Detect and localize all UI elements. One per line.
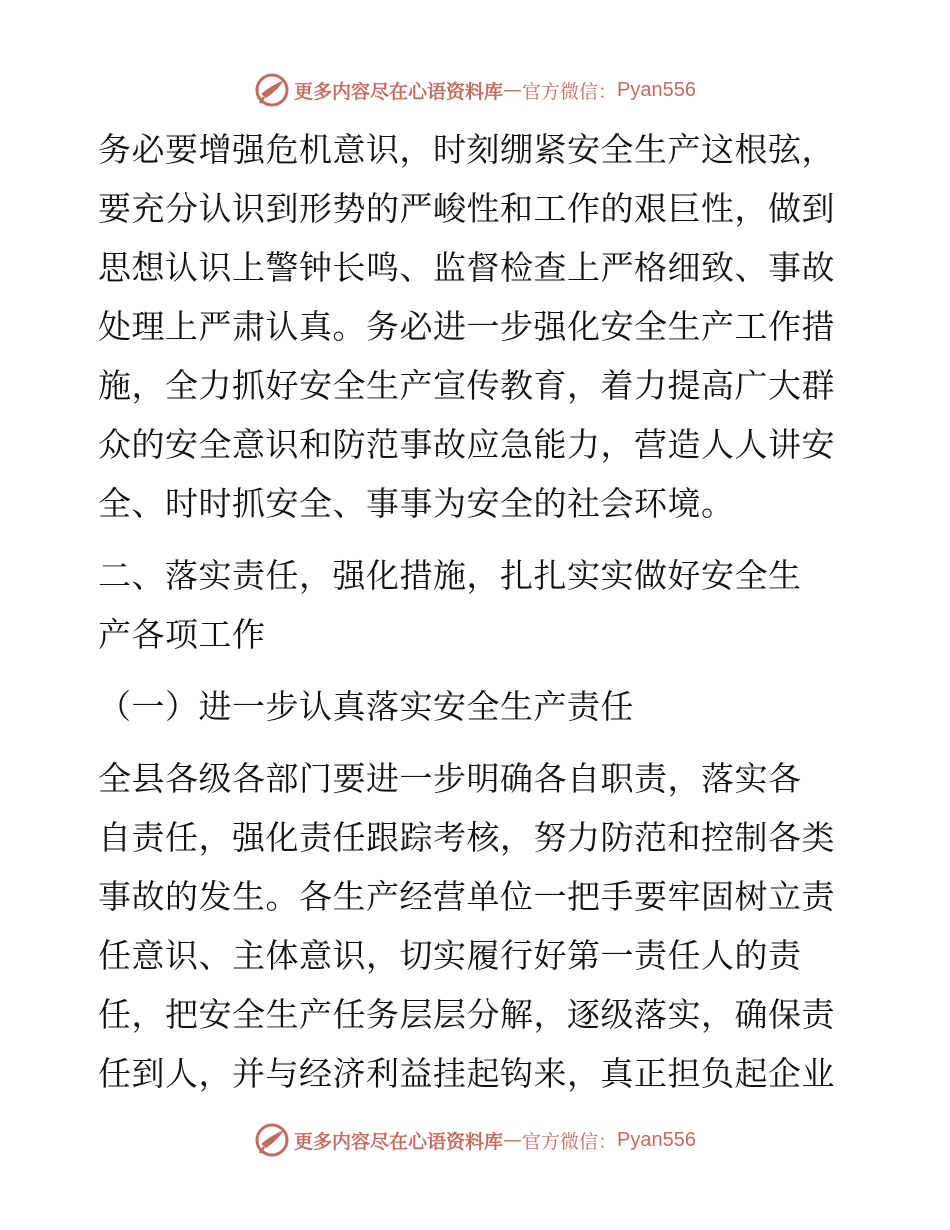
heading-line: 二、落实责任，强化措施，扎扎实实做好安全生: [98, 556, 802, 595]
text-line: 要充分认识到形势的严峻性和工作的艰巨性，做到: [98, 189, 835, 228]
pen-logo-icon: [254, 1122, 290, 1158]
subsection-heading-1: [98, 677, 858, 736]
watermark-official-label: 官方微信：: [522, 80, 618, 103]
paragraph-1: [98, 120, 858, 533]
text-line: 众的安全意识和防范事故应急能力，营造人人讲安: [98, 425, 835, 464]
header-watermark: [0, 70, 950, 110]
document-body: [98, 120, 858, 1103]
footer-watermark: [0, 1120, 950, 1160]
watermark-wechat-id: Pyan556: [617, 78, 696, 101]
text-line: 任，把安全生产任务层层分解，逐级落实，确保责: [98, 995, 835, 1034]
text-line: 自责任，强化责任跟踪考核，努力防范和控制各类: [98, 818, 835, 857]
text-line: 事故的发生。各生产经营单位一把手要牢固树立责: [98, 877, 835, 916]
watermark-official-label: 官方微信：: [522, 1130, 618, 1153]
watermark-separator: —: [503, 1129, 523, 1151]
heading-line: 产各项工作: [98, 615, 266, 654]
watermark-wechat-id: Pyan556: [617, 1128, 696, 1151]
subheading-line: （一）进一步认真落实安全生产责任: [98, 687, 634, 726]
text-line: 处理上严肃认真。务必进一步强化安全生产工作措: [98, 307, 835, 346]
pen-logo-icon: [254, 72, 290, 108]
text-line: 施，全力抓好安全生产宣传教育，着力提高广大群: [98, 366, 835, 405]
text-line: 全县各级各部门要进一步明确各自职责，落实各: [98, 759, 802, 798]
paragraph-2: [98, 749, 858, 1103]
text-line: 任到人，并与经济利益挂起钩来，真正担负起企业: [98, 1054, 835, 1093]
text-line: 务必要增强危机意识，时刻绷紧安全生产这根弦，: [98, 130, 835, 169]
section-heading-2: [98, 546, 858, 664]
watermark-brand: 更多内容尽在心语资料库: [294, 1130, 504, 1153]
watermark-separator: —: [503, 79, 523, 101]
text-line: 任意识、主体意识，切实履行好第一责任人的责: [98, 936, 802, 975]
text-line: 全、时时抓安全、事事为安全的社会环境。: [98, 484, 735, 523]
text-line: 思想认识上警钟长鸣、监督检查上严格细致、事故: [98, 248, 835, 287]
watermark-brand: 更多内容尽在心语资料库: [294, 80, 504, 103]
